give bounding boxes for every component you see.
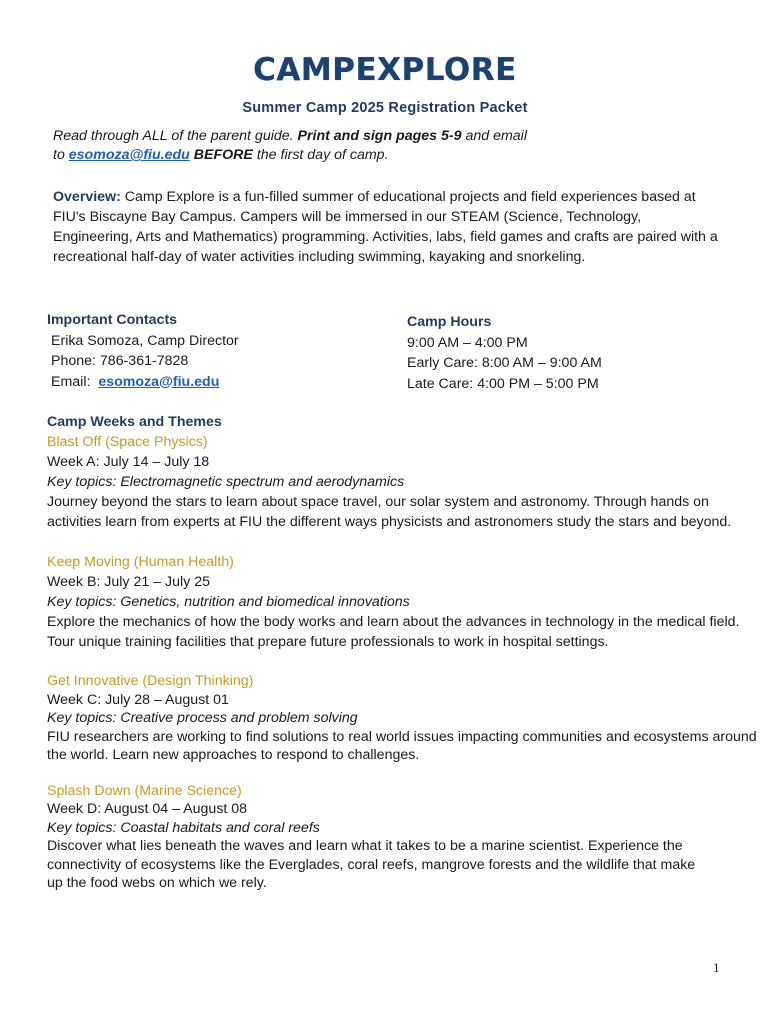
contact-name: Erika Somoza, Camp Director — [51, 332, 239, 349]
page-number: 1 — [713, 960, 720, 975]
week-topics: Key topics: Coastal habitats and coral reefs — [47, 819, 320, 836]
hours-regular: 9:00 AM – 4:00 PM — [407, 334, 528, 351]
week-theme: Splash Down (Marine Science) — [47, 782, 242, 799]
week-block — [47, 432, 757, 532]
contact-email-row — [47, 372, 367, 393]
week-description: FIU researchers are working to find solutions to real world issues impacting communities and ecosystems around the world. Learn new approaches to respond to challenges. — [47, 728, 757, 763]
camp-weeks — [47, 412, 757, 910]
week-dates: Week A: July 14 – July 18 — [47, 454, 210, 470]
intro-print-sign: Print and sign pages 5-9 — [297, 128, 462, 144]
week-dates: Week D: August 04 – August 08 — [47, 801, 248, 817]
contact-email-label: Email: — [51, 373, 99, 390]
week-theme: Blast Off (Space Physics) — [47, 434, 208, 450]
intro-email-link[interactable]: esomoza@fiu.edu — [68, 147, 190, 163]
week-description: Discover what lies beneath the waves and learn what it takes to be a marine scientist. Experience the connectivity of ecosystems like the Everglades, coral reefs, mangrove forests and the wildlife that make up the food webs on which we rely. — [47, 838, 696, 891]
intro-before: BEFORE — [189, 147, 253, 163]
contact-email-link[interactable]: esomoza@fiu.edu — [98, 373, 220, 390]
intro-text-4: to — [53, 147, 69, 163]
hours-early-care: Early Care: 8:00 AM – 9:00 AM — [407, 355, 602, 371]
hours-heading: Camp Hours — [407, 314, 492, 330]
overview-paragraph — [53, 187, 723, 267]
hours-late-care: Late Care: 4:00 PM – 5:00 PM — [407, 375, 599, 392]
contacts-heading: Important Contacts — [47, 312, 178, 328]
week-description: Journey beyond the stars to learn about space travel, our solar system and astronomy. Through hands on activities learn from experts at FIU the different ways physicists and astronomers study the stars and beyond. — [47, 494, 732, 530]
contact-phone: Phone: 786-361-7828 — [51, 353, 189, 369]
weeks-heading: Camp Weeks and Themes — [47, 414, 222, 430]
intro-text-1: Read through ALL of the parent guide. — [53, 128, 298, 144]
week-topics: Key topics: Genetics, nutrition and biomedical innovations — [47, 594, 410, 610]
week-theme: Keep Moving (Human Health) — [47, 554, 234, 570]
intro-text-6: the first day of camp. — [252, 147, 389, 163]
week-topics: Key topics: Creative process and problem solving — [47, 710, 358, 726]
week-block — [47, 782, 707, 893]
camp-hours — [407, 312, 727, 394]
week-topics: Key topics: Electromagnetic spectrum and aerodynamics — [47, 474, 405, 490]
overview-text: Camp Explore is a fun-filled summer of educational projects and field experiences based at FIU's Biscayne Bay Campus. Campers will be immersed in our STEAM (Science, Technology, Engineering, Arts and Mathematics) programming. Activities, labs, field games and crafts are paired with a recreational half-day of water activities including swimming, kayaking and snorkeling. — [53, 189, 718, 265]
important-contacts — [47, 310, 367, 392]
week-theme: Get Innovative (Design Thinking) — [47, 673, 254, 689]
intro-text-3: and email — [461, 128, 527, 144]
overview-label: Overview: — [53, 189, 121, 205]
intro-instructions — [53, 127, 733, 165]
week-description: Explore the mechanics of how the body works and learn about the advances in technology in the medical field. Tour unique training facilities that prepare future professionals to work in hospital settings. — [47, 614, 740, 650]
week-dates: Week C: July 28 – August 01 — [47, 691, 229, 708]
week-dates: Week B: July 21 – July 25 — [47, 574, 210, 590]
week-block — [47, 672, 757, 765]
week-block — [47, 552, 757, 652]
campexplore-logo: CAMPEXPLORE — [253, 52, 517, 88]
packet-title: Summer Camp 2025 Registration Packet — [242, 100, 528, 116]
